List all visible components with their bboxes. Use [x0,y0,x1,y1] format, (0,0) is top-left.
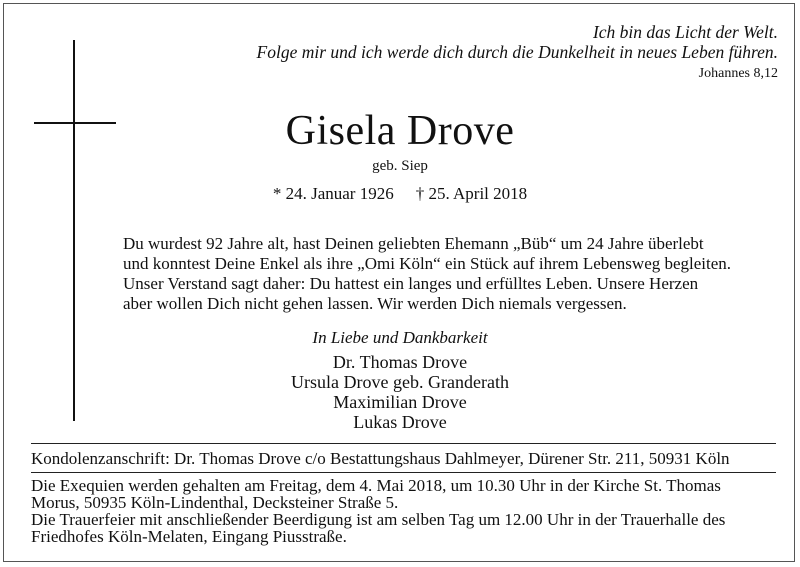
bible-quote-line-1: Ich bin das Licht der Welt. [592,22,778,42]
mourner-name: Ursula Drove geb. Granderath [291,372,509,392]
info-line: Morus, 50935 Köln-Lindenthal, Decksteiner Straße 5. [31,493,399,512]
deceased-name: Gisela Drove [285,108,515,154]
paragraph-line: aber wollen Dich nicht gehen lassen. Wir werden Dich niemals vergessen. [123,294,627,313]
funeral-info [31,477,725,545]
info-line: Friedhofes Köln-Melaten, Eingang Piusstraße. [31,527,347,546]
paragraph-line: Unser Verstand sagt daher: Du hattest ein langes und erfülltes Leben. Unsere Herzen [123,274,699,293]
info-line: Die Trauerfeier mit anschließender Beerdigung ist am selben Tag um 12.00 Uhr in der Trauerhalle des [31,510,726,529]
paragraph-line: und konntest Deine Enkel als ihre „Omi Köln“ ein Stück auf ihrem Lebensweg begleiten. [123,254,732,273]
mourner-name: Lukas Drove [353,412,447,432]
paragraph-line: Du wurdest 92 Jahre alt, hast Deinen geliebten Ehemann „Büb“ um 24 Jahre überlebt [123,234,704,253]
bible-reference: Johannes 8,12 [698,66,778,81]
bible-quote-line-2: Folge mir und ich werde dich durch die Dunkelheit in neues Leben führen. [256,42,778,62]
info-line: Die Exequien werden gehalten am Freitag, dem 4. Mai 2018, um 10.30 Uhr in der Kirche St. Thomas [31,476,721,495]
memorial-paragraph [123,234,783,314]
condolence-address: Kondolenzanschrift: Dr. Thomas Drove c/o Bestattungshaus Dahlmeyer, Dürener Str. 211, 50931 Köln [31,449,730,468]
birth-date: * 24. Januar 1926 [272,184,394,203]
mourner-name: Dr. Thomas Drove [332,352,468,372]
maiden-name: geb. Siep [372,158,428,174]
divider-line [31,472,776,473]
signoff: In Liebe und Dankbarkeit [312,328,488,347]
mourners-list [0,352,800,432]
mourner-name: Maximilian Drove [333,392,467,412]
life-dates [0,184,800,204]
death-date: † 25. April 2018 [415,184,528,203]
divider-line [31,443,776,444]
